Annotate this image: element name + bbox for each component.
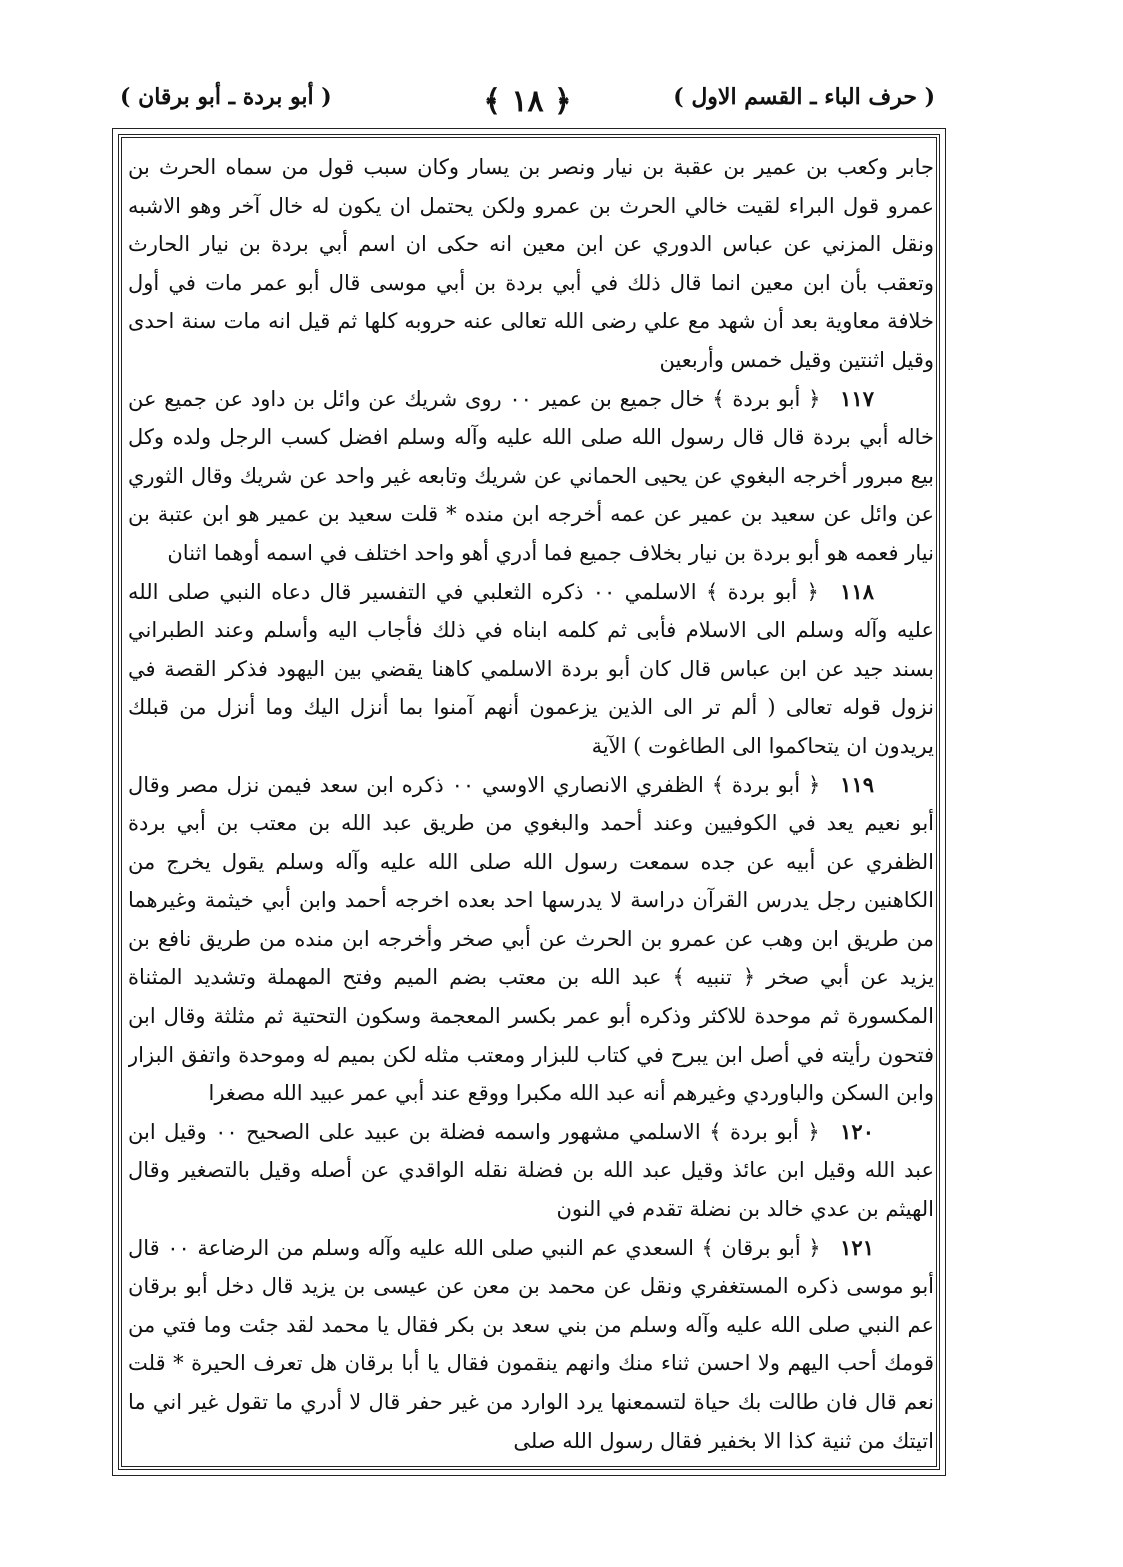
page-body (128, 148, 934, 1458)
entry-number: ١٢٠ (840, 1118, 874, 1144)
paragraph-text: جابر وكعب بن عمير بن عقبة بن نيار ونصر بن يسار وكان سبب قول من سماه الحرث بن عمرو قول البراء لقيت خالي الحرث بن عمرو ولكن يحتمل ان يكون له خال آخر وهو الاشبه ونقل المزني عن عباس الدوري عن ابن معين انه حكى ان اسم أبي بردة بن نيار الحارث وتعقب بأن ابن معين انما قال ذلك في أبي بردة بن أبي موسى قال أبو عمر مات في أول خلافة معاوية بعد أن شهد مع علي رضى الله تعالى عنه حروبه كلها ثم قيل انه مات سنة احدى وقيل اثنتين وقيل خمس وأربعين (128, 155, 934, 372)
entry-number: ١١٩ (840, 771, 875, 797)
paragraph-text: ﴿ أبو بردة ﴾ الاسلمي ٠٠ ذكره الثعلبي في التفسير قال دعاه النبي صلى الله عليه وآله وسلم الى الاسلام فأبى ثم كلمه ابناه في ذلك فأجاب اليه وأسلم وعند الطبراني بسند جيد عن ابن عباس قال كان أبو بردة الاسلمي كاهنا يقضي بين اليهود فذكر القصة في نزول قوله تعالى ( ألم تر الى الذين يزعمون أنهم آمنوا بما أنزل اليك وما أنزل من قبلك يريدون ان يتحاكموا الى الطاغوت ) الآية (128, 579, 934, 758)
entry-number: ١١٧ (840, 385, 874, 411)
entry-120 (128, 1113, 934, 1229)
chapter-title: ( حرف الباء ـ القسم الاول ) (673, 84, 935, 110)
paragraph-text: ﴿ أبو بردة ﴾ الظفري الانصاري الاوسي ٠٠ ذكره ابن سعد فيمن نزل مصر وقال أبو نعيم يعد في الكوفيين وعند أحمد والبغوي من طريق عبد الله بن معتب بن أبي بردة الظفري عن أبيه عن جده سمعت رسول الله صلى الله عليه وآله وسلم يقول يخرج من الكاهنين رجل يدرس القرآن دراسة لا يدرسها احد بعده اخرجه أحمد وابن أبي خيثمة وغيرهما من طريق ابن وهب عن عمرو بن الحرث عن أبي صخر وأخرجه ابن منده من طريق نافع بن يزيد عن أبي صخر ﴿ تنبيه ﴾ عبد الله بن معتب بضم الميم وفتح المهملة وتشديد المثناة المكسورة ثم موحدة للاكثر وذكره أبو عمر بكسر المعجمة وسكون التحتية ثم مثلثة وقال ابن فتحون رأيته في أصل ابن يبرح في كتاب للبزار ومعتب مثله لكن بميم له وموحدة واتفق البزار وابن السكن والباوردي وغيرهم أنه عبد الله مكبرا ووقع عند أبي عمر عبيد الله مصغرا (128, 772, 934, 1106)
entry-119 (128, 766, 934, 1113)
entry-118 (128, 573, 934, 766)
page-number: ﴿ ١٨ ﴾ (483, 84, 572, 119)
page-header (120, 84, 935, 134)
entry-number: ١١٨ (840, 578, 874, 604)
section-title: ( أبو بردة ـ أبو برقان ) (120, 84, 332, 110)
entry-117 (128, 380, 934, 573)
entry-121 (128, 1229, 934, 1458)
entry-number: ١٢١ (840, 1234, 874, 1260)
paragraph-text: ﴿ أبو بردة ﴾ الاسلمي مشهور واسمه فضلة بن عبيد على الصحيح ٠٠ وقيل ابن عبد الله وقيل ابن عائذ وقيل عبد الله بن فضلة نقله الواقدي عن أصله وقيل بالتصغير وقال الهيثم بن عدي خالد بن نضلة تقدم في النون (128, 1119, 934, 1222)
paragraph-continuation (128, 148, 934, 380)
paragraph-text: ﴿ أبو برقان ﴾ السعدي عم النبي صلى الله عليه وآله وسلم من الرضاعة ٠٠ قال أبو موسى ذكره المستغفري ونقل عن محمد بن معن عن عيسى بن يزيد قال دخل أبو برقان عم النبي صلى الله عليه وآله وسلم من بني سعد بن بكر فقال يا محمد لقد جئت وما فتي من قومك أحب اليهم ولا احسن ثناء منك وانهم ينقمون فقال يا أبا برقان هل تعرف الحيرة * قلت نعم قال فان طالت بك حياة لتسمعنها يرد الوارد من غير حفر قال لا أدري ما تقول غير اني ما اتيتك من ثنية كذا الا بخفير فقال رسول الله صلى (128, 1235, 934, 1453)
paragraph-text: ﴿ أبو بردة ﴾ خال جميع بن عمير ٠٠ روى شريك عن وائل بن داود عن جميع عن خاله أبي بردة قال قال رسول الله صلى الله عليه وآله وسلم افضل كسب الرجل ولده وكل بيع مبرور أخرجه البغوي عن يحيى الحماني عن شريك وتابعه غير واحد عن شريك وقال الثوري عن وائل عن سعيد بن عمير عن عمه أخرجه ابن منده * قلت سعيد بن عمير هو ابن عتبة بن نيار فعمه هو أبو بردة بن نيار بخلاف جميع فما أدري أهو واحد اختلف في اسمه أوهما اثنان (128, 386, 934, 565)
